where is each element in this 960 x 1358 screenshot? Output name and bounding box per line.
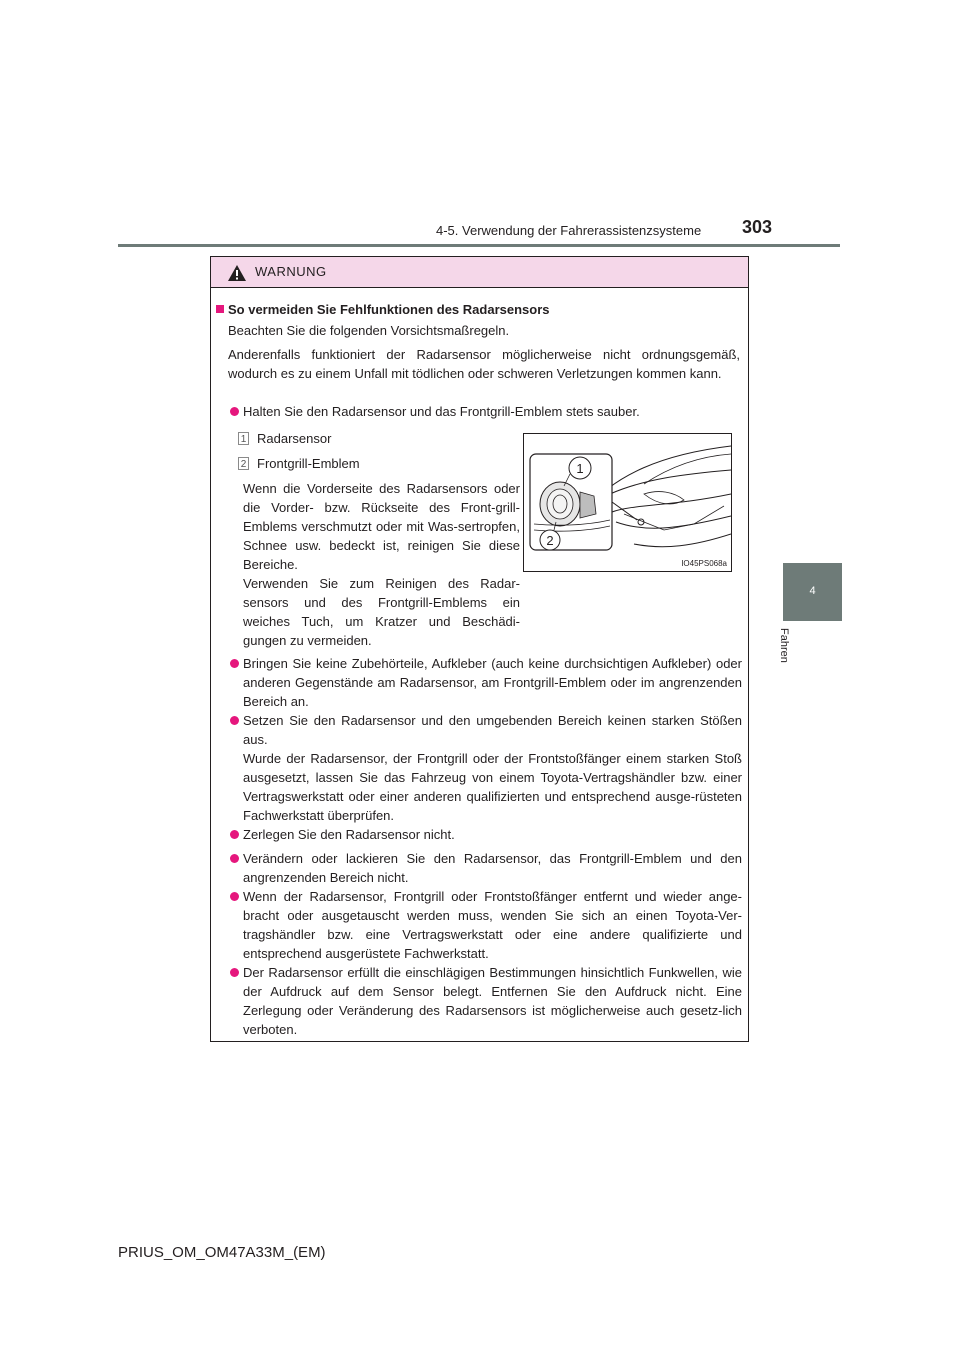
bullet-radio-regulations: Der Radarsensor erfüllt die einschlägigen Bestimmungen hinsichtlich Funkwellen, wie der Aufdruck auf dem Sensor belegt. Entfernen Sie den Aufdruck nicht. Eine Zerlegung oder Veränderung des Radarsensors ist möglicherweise auch gesetz-lich verboten. bbox=[243, 965, 742, 1037]
intro-text-1: Beachten Sie die folgenden Vorsichtsmaßregeln. bbox=[228, 323, 510, 338]
bullet-no-impacts: Setzen Sie den Radarsensor und den umgebenden Bereich keinen starken Stößen aus. bbox=[243, 713, 742, 747]
car-front-drawing bbox=[524, 434, 731, 571]
bullet-marker bbox=[230, 854, 239, 863]
header-section-title: 4-5. Verwendung der Fahrerassistenzsysteme bbox=[436, 223, 702, 238]
item-label-2: Frontgrill-Emblem bbox=[257, 456, 360, 471]
item-number-1: 1 bbox=[238, 432, 249, 445]
warning-box bbox=[210, 256, 749, 1042]
figure-text-cloth: Verwenden Sie zum Reinigen des Radar-sensors und des Frontgrill-Emblems ein weiches Tuch, um Kratzer und Beschädi-gungen zu vermeiden. bbox=[243, 576, 520, 648]
bullet-reinstallation: Wenn der Radarsensor, Frontgrill oder Frontstoßfänger entfernt und wieder ange-bracht oder ausgetauscht werden muss, wenden Sie sich an einen Toyota-Ver-tragshändler bzw. eine Vertragswerkstatt oder eine andere qualifizierte und entsprechend ausgerüstete Fachwerkstatt. bbox=[243, 889, 742, 961]
bullet-impact-inspection: Wurde der Radarsensor, der Frontgrill oder der Frontstoßfänger einem starken Stoß ausgesetzt, lassen Sie das Fahrzeug von einem Toyota-Vertragshändler bzw. einer Vertragswerkstatt oder einer anderen qualifizierten und entsprechend ausge-rüsteten Fachwerkstatt überprüfen. bbox=[243, 751, 742, 823]
chapter-label-container bbox=[778, 628, 808, 678]
item-number-2: 2 bbox=[238, 457, 249, 470]
figure-code: IO45PS068a bbox=[681, 559, 727, 568]
callout-1-label: 1 bbox=[576, 461, 584, 476]
bullet-marker bbox=[230, 716, 239, 725]
warning-title: WARNUNG bbox=[255, 264, 327, 279]
header-rule bbox=[118, 244, 840, 247]
section-heading: So vermeiden Sie Fehlfunktionen des Radarsensors bbox=[228, 302, 550, 317]
callout-2-label: 2 bbox=[546, 533, 554, 548]
bullet-no-disassembly: Zerlegen Sie den Radarsensor nicht. bbox=[243, 827, 455, 842]
bullet-marker bbox=[230, 968, 239, 977]
intro-text-2: Anderenfalls funktioniert der Radarsensor möglicherweise nicht ordnungsgemäß, wodurch es zu einem Unfall mit tödlichen oder schweren Verletzungen kommen kann. bbox=[228, 347, 740, 381]
chapter-tab bbox=[783, 563, 842, 621]
figure-text-clean: Wenn die Vorderseite des Radarsensors oder die Vorder- bzw. Rückseite des Front-grill-Emblems verschmutzt oder mit Was-sertropfen, Schnee usw. bedeckt ist, reinigen Sie diese Bereiche. bbox=[243, 481, 520, 572]
bullet-no-accessories: Bringen Sie keine Zubehörteile, Aufkleber (auch keine durchsichtigen Aufkleber) oder anderen Gegenstände am Radarsensor, am Frontgrill-Emblem oder im angrenzenden Bereich an. bbox=[243, 656, 742, 709]
item-label-1: Radarsensor bbox=[257, 431, 332, 446]
chapter-label: Fahren bbox=[778, 628, 790, 663]
warning-content bbox=[211, 257, 748, 1041]
bullet-marker bbox=[230, 892, 239, 901]
radar-sensor-illustration bbox=[523, 433, 732, 572]
bullet-clean-sensor: Halten Sie den Radarsensor und das Frontgrill-Emblem stets sauber. bbox=[243, 404, 640, 419]
chapter-number: 4 bbox=[809, 585, 816, 597]
page-number: 303 bbox=[742, 217, 773, 237]
section-square-marker bbox=[216, 305, 224, 313]
bullet-marker bbox=[230, 407, 239, 416]
bullet-no-modification: Verändern oder lackieren Sie den Radarsensor, das Frontgrill-Emblem und den angrenzenden Bereich nicht. bbox=[243, 851, 742, 885]
bullet-marker bbox=[230, 830, 239, 839]
bullet-marker bbox=[230, 659, 239, 668]
footer-doc-code: PRIUS_OM_OM47A33M_(EM) bbox=[118, 1244, 326, 1261]
